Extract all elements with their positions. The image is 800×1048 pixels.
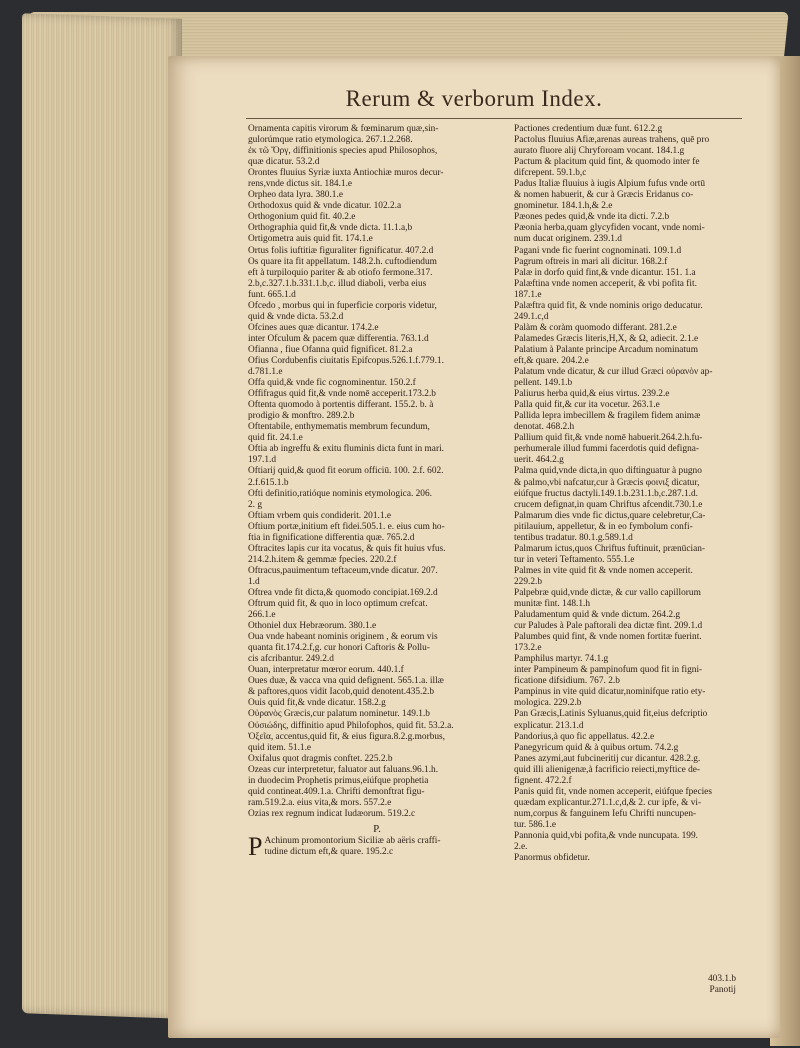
index-entry-line: Palmarum ictus,quos Chriftus fuftinuit, prænūcian- bbox=[514, 543, 706, 554]
catchword: Panotij bbox=[709, 985, 736, 995]
index-entry-line: 2.e. bbox=[514, 842, 528, 853]
index-entry-line: Orthogonium quid fit. 40.2.e bbox=[248, 212, 356, 223]
index-entry-line: Oftiam vrbem quis condiderit. 201.1.e bbox=[248, 510, 391, 521]
index-entry-line: Pampinus in vite quid dicatur,nominifque ratio ety- bbox=[514, 687, 706, 698]
index-entry-line: Oftiarij quid,& quod fit eorum officiū. 100. 2.f. 602. bbox=[248, 466, 444, 477]
index-entry-line: Ouis quid fit,& vnde dicatur. 158.2.g bbox=[248, 698, 386, 709]
index-entry-line: quædam explicantur.271.1.c,d,& 2. cur ipfe, & vi- bbox=[514, 797, 702, 808]
index-entry-line: Pallium quid fit,& vnde nomē habuerit.264.2.h.fu- bbox=[514, 433, 703, 444]
index-entry-line: Panegyricum quid & à quibus ortum. 74.2.g bbox=[514, 742, 679, 753]
index-entry-line: Oxifalus quot dragmis conftet. 225.2.b bbox=[248, 753, 393, 764]
index-entry-line: Oftia ab ingreffu & exitu fluminis dicta funt in mari. bbox=[248, 444, 444, 455]
index-entry-line: cis afcribantur. 249.2.d bbox=[248, 654, 334, 665]
index-entry-line: Orthographia quid fit,& vnde dicta. 11.1.a,b bbox=[248, 223, 413, 234]
index-entry-line: in duodecim Prophetis primus,eiúfque prophetia bbox=[248, 775, 429, 786]
index-entry-line: Oftium portæ,initium eft fidei.505.1. e. eius cum ho- bbox=[248, 521, 445, 532]
index-entry-line: d.781.1.e bbox=[248, 367, 283, 378]
index-entry-line: quid illi alienigenæ,à facrificio reiecti,myftice de- bbox=[514, 764, 701, 775]
index-entry-line: Orontes fluuius Syriæ iuxta Antiochiæ muros decur- bbox=[248, 168, 444, 179]
index-entry-line: & palmo,vbi nafcatur,cur à Græcis φοινιξ dicatur, bbox=[514, 477, 700, 488]
index-entry-line: Pan Græcis,Latinis Syluanus,quid fit,eius defcriptio bbox=[514, 709, 708, 720]
index-entry-line: Offa quid,& vnde fic cognominentur. 150.2.f bbox=[248, 378, 416, 389]
index-entry-line: quid contineat.409.1.a. Chrifti demonftrat figu- bbox=[248, 786, 425, 797]
index-entry-line: Os quare ita fit appellatum. 148.2.h. cuftodiendum bbox=[248, 256, 437, 267]
index-entry-line: Οὐρανὸς Græcis,cur palatum nominetur. 149.1.b bbox=[248, 709, 430, 720]
index-entry-line: cur Paludes à Pale paftorali dea dictæ fint. 209.1.d bbox=[514, 621, 703, 632]
index-entry-line: aurato fluore alij Chryforoam vocant. 184.1.g bbox=[514, 146, 685, 157]
index-entry-line: Palla quid fit,& cur ita vocetur. 263.1.e bbox=[514, 400, 660, 411]
index-entry-line: pitilauium, appelletur, & in eo fymbolum confi- bbox=[514, 521, 693, 532]
index-entry-line: Οὐσιώδης, diffinitio apud Philofophos, quid fit. 53.2.a. bbox=[248, 720, 454, 731]
index-entry-line: denotat. 468.2.h bbox=[514, 422, 575, 433]
index-entry-line: & nomen habuerit, & cur à Græcis Eridanus co- bbox=[514, 190, 694, 201]
index-entry-line: ftia in fignificatione differentia quæ. 765.2.d bbox=[248, 532, 415, 543]
dropcap-entry bbox=[248, 832, 506, 861]
index-entry-line: Palàm & coràm quomodo differant. 281.2.e bbox=[514, 322, 677, 333]
index-entry-line: 1.d bbox=[248, 576, 260, 587]
index-entry-line: Pactum & placitum quid fint, & quomodo inter fe bbox=[514, 157, 700, 168]
index-entry-line: Oua vnde habeant nominis originem , & eorum vis bbox=[248, 632, 438, 643]
index-entry-line: gnominetur. 184.1.h,& 2.e bbox=[514, 201, 613, 212]
index-entry-line: fignent. 472.2.f bbox=[514, 775, 572, 786]
index-entry-line: 187.1.e bbox=[514, 289, 542, 300]
index-entry-line: Pallida lepra imbecillem & fragilem fidem animæ bbox=[514, 411, 701, 422]
index-entry-line: tur in veteri Teftamento. 555.1.e bbox=[514, 554, 635, 565]
index-entry-line: 214.2.h.item & gemmæ fpecies. 220.2.f bbox=[248, 554, 397, 565]
index-entry-line: Ofcedo , morbus qui in fuperficie corporis videtur, bbox=[248, 300, 437, 311]
index-entry-line: ram.519.2.a. eius vita,& mors. 557.2.e bbox=[248, 797, 392, 808]
index-entry-line: Ornamenta capitis virorum & fœminarum quæ,sin- bbox=[248, 124, 439, 134]
index-entry-line: quanta fit.174.2.f,g. cur honori Caftoris & Pollu- bbox=[248, 643, 430, 654]
index-entry-line: Ortus folis iuftitiæ figuraliter fignificatur. 407.2.d bbox=[248, 245, 434, 256]
index-entry-line: quæ dicatur. 53.2.d bbox=[248, 157, 320, 168]
index-entry-line: Oftenta quomodo à portentis differant. 155.2. b. à bbox=[248, 400, 434, 411]
index-entry-line: perhumerale illud fummi facerdotis quid defigna- bbox=[514, 444, 699, 455]
index-entry-line: tur. 586.1.e bbox=[514, 819, 557, 830]
index-entry-line: Palæftina vnde nomen acceperit, & vbi pofita fit. bbox=[514, 278, 697, 289]
index-entry-line: Paliurus herba quid,& eius virtus. 239.2.e bbox=[514, 389, 670, 400]
index-entry-line: Orpheo data lyra. 380.1.e bbox=[248, 190, 343, 201]
index-entry-line: 173.2.e bbox=[514, 643, 542, 654]
catchword-block bbox=[708, 974, 736, 996]
index-entry-line: quid item. 51.1.e bbox=[248, 742, 312, 753]
index-entry-line: crucem defignat,in quam Chriftus afcendit.730.1.e bbox=[514, 499, 703, 510]
index-entry-line: 249.1.c,d bbox=[514, 311, 549, 322]
index-entry-line: Pactiones credentium duæ funt. 612.2.g bbox=[514, 124, 663, 134]
index-entry-line: gulorúmque ratio etymologica. 267.1.2.268. bbox=[248, 135, 413, 146]
index-entry-line: Palatium à Palante principe Arcadum nominatum bbox=[514, 344, 698, 355]
index-entry-line: 229.2.b bbox=[514, 576, 543, 587]
index-entry-line: funt. 665.1.d bbox=[248, 289, 296, 300]
index-entry-line: Ouan, interpretatur mœror eorum. 440.1.f bbox=[248, 665, 404, 676]
index-entry-line: & paftores,quos vidit Iacob,quid denotent.435.2.b bbox=[248, 687, 435, 698]
index-entry-line: Ozias rex regnum indicat Iudæorum. 519.2.c bbox=[248, 808, 416, 819]
index-entry-line: quid & vnde dicta. 53.2.d bbox=[248, 311, 344, 322]
index-entry-line: prodigio & monftro. 289.2.b bbox=[248, 411, 355, 422]
index-entry-line: Ozeas cur interpretetur, faluator aut faluans.96.1.h. bbox=[248, 764, 439, 775]
index-entry-line: Palmes in vite quid fit & vnde nomen acceperit. bbox=[514, 565, 693, 576]
index-entry-line: 2. g bbox=[248, 499, 263, 510]
index-entry-line: Palæftra quid fit, & vnde nominis origo deducatur. bbox=[514, 300, 703, 311]
index-entry-line: Ofcines aues quæ dicantur. 174.2.e bbox=[248, 322, 379, 333]
index-entry-line: Ofti definitio,ratióque nominis etymologica. 206. bbox=[248, 488, 432, 499]
index-entry-line: Palma quid,vnde dicta,in quo diftinguatur à pugno bbox=[514, 466, 702, 477]
index-entry-line: Palpebræ quid,vnde dictæ, & cur vallo capillorum bbox=[514, 587, 701, 598]
index-entry-line: Pæonia herba,quam glycyfiden vocant, vnde nomi- bbox=[514, 223, 705, 234]
index-entry-line: Pagani vnde fic fuerint cognominati. 109.1.d bbox=[514, 245, 682, 256]
index-entry-line: ficatione difsidium. 767. 2.b bbox=[514, 676, 620, 687]
index-entry-line: num,corpus & fanguinem Iefu Chrifti nuncupen- bbox=[514, 808, 697, 819]
index-entry-line: Othoniel dux Hebræorum. 380.1.e bbox=[248, 621, 377, 632]
index-entry-line: Ortigometra auis quid fit. 174.1.e bbox=[248, 234, 373, 245]
index-entry-line: Palamedes Græcis literis,H,X, & Ω, adiecit. 2.1.e bbox=[514, 333, 699, 344]
index-entry-line: eiúfque fructus dactyli.149.1.b.231.1.b,c.287.1.d. bbox=[514, 488, 698, 499]
index-entry-line: pellent. 149.1.b bbox=[514, 378, 573, 389]
title-rule bbox=[246, 118, 742, 119]
index-entry-line: 266.1.e bbox=[248, 610, 276, 621]
index-entry-line: Achinum promontorium Siciliæ ab aëris craffi- bbox=[264, 836, 441, 846]
index-entry-line: Pannonia quid,vbi pofita,& vnde nuncupata. 199. bbox=[514, 831, 698, 841]
index-entry-line: Padus Italiæ fluuius à iugis Alpium fufus vnde ortū bbox=[514, 179, 706, 190]
index-entry-line: Palmarum dies vnde fic dictus,quare celebretur,Ca- bbox=[514, 510, 706, 521]
index-entry-line: Orthodoxus quid & vnde dicatur. 102.2.a bbox=[248, 201, 402, 212]
index-entry-line: tudine dictum eft,& quare. 195.2.c bbox=[264, 847, 394, 858]
index-entry-line: Paludamentum quid & vnde dictum. 264.2.g bbox=[514, 610, 681, 621]
index-entry-line: Pactolus fluuius Afiæ,arenas aureas trahens, quē pro bbox=[514, 135, 710, 146]
index-entry-line: Oftracites lapis cur ita vocatus, & quis fit huius vfus. bbox=[248, 543, 446, 554]
index-entry-line: difcrepent. 59.1.b,c bbox=[514, 168, 587, 179]
index-entry-line: 197.1.d bbox=[248, 455, 277, 466]
index-entry-line: tentibus tradatur. 80.1.g.589.1.d bbox=[514, 532, 633, 543]
index-entry-line: inter Ofculum & pacem quæ differentia. 763.1.d bbox=[248, 333, 429, 344]
index-entry-line: Ofius Cordubenfis ciuitatis Epifcopus.526.1.f.779.1. bbox=[248, 355, 444, 366]
index-entry-line: uerit. 464.2.g bbox=[514, 455, 564, 466]
index-entry-line: Oues duæ, & vacca vna quid defignent. 565.1.a. illæ bbox=[248, 676, 444, 687]
index-entry-line: quid fit. 24.1.e bbox=[248, 433, 303, 444]
index-entry-line: Ὀξεῖα, accentus,quid fit, & eius figura.8.2.g.morbus, bbox=[248, 731, 446, 742]
right-column bbox=[514, 124, 754, 864]
book-page-edges bbox=[22, 13, 182, 1019]
index-entry-line: Oftentabile, enthymematis membrum fecundum, bbox=[248, 422, 430, 433]
left-column bbox=[248, 124, 506, 861]
index-entry-line: Pæones pedes quid,& vnde ita dicti. 7.2.b bbox=[514, 212, 670, 223]
index-entry-line: Oftrea vnde fit dicta,& quomodo concipiat.169.2.d bbox=[248, 587, 438, 598]
index-entry-line: Pagrum oftreis in mari ali dicitur. 168.2.f bbox=[514, 256, 668, 267]
index-entry-line: 2.b,c.327.1.b.331.1.b,c. illud diaboli, verba eius bbox=[248, 278, 427, 289]
dropcap-letter: P bbox=[248, 832, 263, 861]
index-entry-line: Palatum vnde dicatur, & cur illud Græci οὐρανὸν ap- bbox=[514, 367, 713, 378]
index-entry-line: 2.f.615.1.b bbox=[248, 477, 289, 488]
index-entry-line: Pamphilus martyr. 74.1.g bbox=[514, 654, 609, 665]
index-page bbox=[168, 56, 780, 1038]
index-entry-line: Palumbes quid fint, & vnde nomen fortitæ fuerint. bbox=[514, 632, 702, 643]
index-entry-line: explicatur. 213.1.d bbox=[514, 720, 584, 731]
index-entry-line: mologica. 229.2.b bbox=[514, 698, 582, 709]
index-entry-line: ἐκ τῶ Ὄργ, diffinitionis species apud Philosophos, bbox=[248, 146, 438, 157]
index-entry-line: Panis quid fit, vnde nomen acceperit, eiúfque fpecies bbox=[514, 786, 712, 797]
index-entry-line: Offifragus quid fit,& vnde nomē acceperit.173.2.b bbox=[248, 389, 436, 400]
dropcap-text bbox=[264, 836, 440, 858]
index-entry-line: Panes azymi,aut fubcineritij cur dicantur. 428.2.g. bbox=[514, 753, 701, 764]
index-entry-line: Panormus obfidetur. bbox=[514, 853, 590, 864]
index-entry-line: Ofianna , fiue Ofanna quid fignificet. 81.2.a bbox=[248, 344, 413, 355]
index-entry-line: Pandorius,à quo fic appellatus. 42.2.e bbox=[514, 731, 655, 742]
index-entry-line: eft à turpiloquio pariter & ab otiofo fermone.317. bbox=[248, 267, 433, 278]
section-letter-heading: P. bbox=[373, 822, 381, 835]
page-title: Rerum & verborum Index. bbox=[345, 86, 603, 111]
catchword-ref: 403.1.b bbox=[707, 974, 736, 984]
index-entry-line: inter Pampineum & pampinofum quod fit in figni- bbox=[514, 665, 703, 676]
index-entry-line: Oftrum quid fit, & quo in loco optimum crefcat. bbox=[248, 599, 428, 610]
index-entry-line: eft,& quare. 204.2.e bbox=[514, 355, 589, 366]
index-entry-line: Oftracus,pauimentum teftaceum,vnde dicatur. 207. bbox=[248, 565, 438, 576]
index-entry-line: num ducat originem. 239.1.d bbox=[514, 234, 622, 245]
index-entry-line: rens,vnde dictus sit. 184.1.e bbox=[248, 179, 353, 190]
index-entry-line: Palæ in dorfo quid fint,& vnde dicantur. 151. 1.a bbox=[514, 267, 696, 278]
index-entry-line: munitæ fint. 148.1.h bbox=[514, 599, 591, 610]
